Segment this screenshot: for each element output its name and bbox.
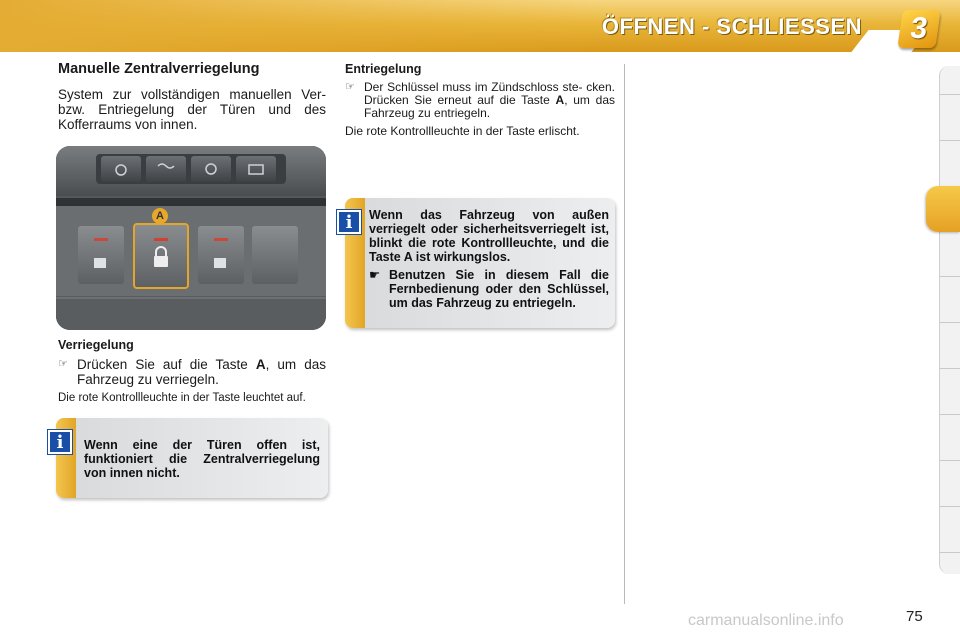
info-bullet-remote: ☛ Benutzen Sie in diesem Fall die Fernbedienung oder den Schlüssel, um das Fahrzeug zu entriegeln.	[369, 268, 609, 310]
info-text-doors-open: Wenn eine der Türen offen ist, funktioniert die Zentralverriegelung von innen nicht.	[84, 438, 320, 480]
section-heading: Manuelle Zentralverriegelung	[58, 61, 260, 77]
header-gradient	[0, 0, 600, 52]
lock-section	[58, 338, 326, 405]
key-a-label: A	[255, 357, 266, 372]
intro-paragraph: System zur vollständigen manuellen Ver- bzw. Entriegelung der Türen und des Kofferraums von innen.	[58, 87, 326, 132]
chapter-tabs	[926, 66, 960, 574]
chapter-number-badge: 3	[897, 10, 940, 48]
lock-note: Die rote Kontrollleuchte in der Taste leuchtet auf.	[58, 392, 306, 404]
info-text-locked-outside: Wenn das Fahrzeug von außen verriegelt oder sicherheitsverriegelt ist, blinkt die rote Kontrollleuchte, und die Taste A ist wirkungslos.	[369, 208, 609, 264]
tab-chapter-active[interactable]	[926, 186, 960, 232]
page-number: 75	[906, 608, 923, 625]
unlock-step: ☞ Der Schlüssel muss im Zündschloss ste- cken. Drücken Sie erneut auf die Taste A, um das Fahrzeug zu entriegeln.	[345, 80, 615, 120]
button-a-callout: A	[152, 208, 168, 224]
unlock-section	[345, 62, 615, 138]
central-lock-console-photo	[56, 146, 326, 330]
tab-strip	[939, 66, 960, 574]
info-box-locked-outside	[345, 198, 615, 328]
column-divider	[624, 64, 625, 604]
lock-heading: Verriegelung	[58, 338, 134, 352]
key-a-label: A	[555, 93, 565, 107]
pointing-hand-icon: ☛	[369, 268, 381, 282]
pointing-hand-icon: ☞	[58, 358, 68, 370]
chapter-title: ÖFFNEN - SCHLIESSEN	[601, 14, 862, 39]
pointing-hand-icon: ☞	[345, 81, 355, 93]
info-i-icon: i	[337, 210, 361, 234]
lock-step: ☞ Drücken Sie auf die Taste A, um das Fahrzeug zu verriegeln.	[58, 357, 326, 387]
info-i-icon: i	[48, 430, 72, 454]
chapter-header-band	[0, 0, 960, 52]
left-column	[58, 62, 326, 132]
console-illustration	[56, 146, 326, 330]
info-box-doors-open	[56, 418, 328, 498]
watermark: carmanualsonline.info	[688, 612, 844, 629]
unlock-note: Die rote Kontrollleuchte in der Taste erlischt.	[345, 124, 580, 138]
unlock-heading: Entriegelung	[345, 62, 422, 76]
